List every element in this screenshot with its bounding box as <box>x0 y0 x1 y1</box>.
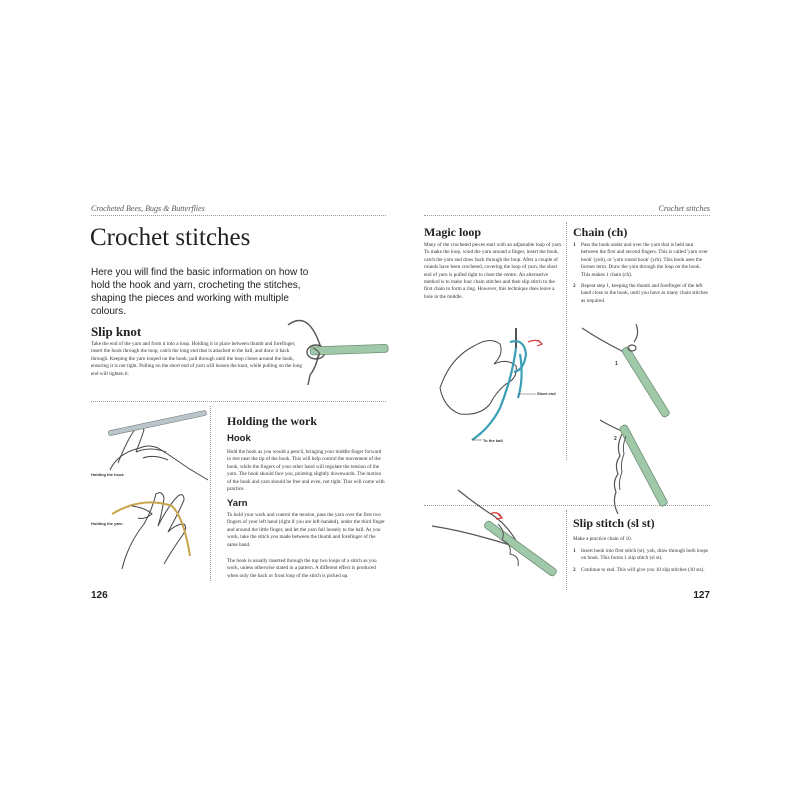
holding-note-text: The hook is usually inserted through the top two loops of a stitch as you work, unless otherwise stated in a pattern. A different effect is produced when only the back or front loop of the stitch is picked up. <box>227 558 377 579</box>
chain-heading: Chain (ch) <box>573 225 628 239</box>
slip-knot-heading: Slip knot <box>91 324 142 339</box>
label-short-end: Short end <box>537 391 556 396</box>
slip-stitch-step-2 <box>573 567 710 574</box>
slip-stitch-heading: Slip stitch (sl st) <box>573 516 655 530</box>
chain-step-1-text: Pass the hook under and over the yarn that is held taut between the first and second fingers. This is called 'yarn over hook' (yoh), or 'yarn round hook' (yrh). This book uses the former term. Draw the yarn through the loop on the hook. This makes 1 chain (ch). <box>581 242 708 278</box>
yarn-text: To hold your work and control the tension, pass the yarn over the first two fingers of your left hand (right if you are left-handed), under the third finger and around the little finger, and let the yarn fall loosely to the ball. As you work, take the stitch you made between the thumb and forefinger of the same hand. <box>227 512 385 548</box>
slip-stitch-step-2-number: 2 <box>573 566 576 573</box>
page-title: Crochet stitches <box>90 224 251 251</box>
section-rule-left <box>91 401 386 402</box>
chain-steps <box>573 242 710 309</box>
hook-text: Hold the hook as you would a pencil, bringing your middle finger forward to rest near the tip of the hook. This will help control the movement of the hook, while the fingers of your other hand will regulate the tension of the yarn. The hook should face you, pointing slightly downwards. The motion of the hook and yarn should be free and even, not tight. This will come with practice. <box>227 449 385 493</box>
chain-step-1-number: 1 <box>573 242 576 248</box>
hook-subheading: Hook <box>227 433 251 444</box>
chain-step-1 <box>573 242 710 279</box>
page-number-left: 126 <box>91 590 108 601</box>
magic-loop-illustration <box>420 318 568 448</box>
chain-figure-2-label: 2 <box>614 436 617 442</box>
magic-loop-heading: Magic loop <box>424 225 481 239</box>
label-holding-hook: Holding the hook <box>91 472 124 477</box>
label-to-the-ball: To the ball <box>483 438 503 443</box>
slip-stitch-step-2-text: Continue to end. This will give you 10 slip stitches (10 sts). <box>581 566 705 573</box>
holding-yarn-illustration <box>92 484 202 574</box>
chain-figure-1 <box>580 320 710 410</box>
running-head-right: Crochet stitches <box>658 204 710 213</box>
header-rule-right <box>424 215 710 216</box>
chain-step-2-text: Repeat step 1, keeping the thumb and forefinger of the left hand close to the hook, until you have as many chain stitches as required. <box>581 283 708 304</box>
header-rule-left <box>91 215 386 216</box>
slip-stitch-step-1 <box>573 548 710 563</box>
intro-text: Here you will find the basic information on how to hold the hook and yarn, crocheting the stitches, shaping the pieces and working with multiple colours. <box>91 267 309 317</box>
slip-stitch-illustration <box>428 486 568 586</box>
running-head-left: Crocheted Bees, Bugs & Butterflies <box>91 204 205 213</box>
column-rule-left <box>210 406 211 581</box>
column-rule-right-lower <box>566 510 567 590</box>
chain-step-2-number: 2 <box>573 283 576 290</box>
slip-stitch-step-1-number: 1 <box>573 548 576 554</box>
page-number-right: 127 <box>693 590 710 601</box>
slip-stitch-intro: Make a practice chain of 10. <box>573 536 633 542</box>
chain-step-2 <box>573 283 710 305</box>
slip-stitch-steps <box>573 548 710 578</box>
magic-loop-text: Many of the crocheted pieces start with an adjustable loop of yarn. To make the loop, wind the yarn around a finger, insert the hook, catch the yarn and draw back through the loop. After a couple of rounds have been crocheted, covering the loop of yarn, the short end of yarn is pulled tight to close the centre. An alternative method is to make four chain stitches and then slip stitch to the first chain to form a ring. However, this technique does leave a hole in the middle. <box>424 242 563 300</box>
column-rule-right <box>566 222 567 460</box>
slip-knot-illustration <box>288 315 388 390</box>
yarn-subheading: Yarn <box>227 498 248 509</box>
chain-figure-1-label: 1 <box>615 361 618 367</box>
holding-work-heading: Holding the work <box>227 414 318 428</box>
label-holding-yarn: Holding the yarn <box>91 521 123 526</box>
chain-figure-2 <box>600 418 710 518</box>
slip-stitch-step-1-text: Insert hook into first stitch (st), yoh, draw through both loops on hook. This forms 1 slip stitch (sl st). <box>581 548 709 562</box>
slip-knot-text: Take the end of the yarn and form it into a loop. Holding it in place between thumb and forefinger, insert the hook through the loop, catch the long end that is attached to the ball, and draw it back through. Keeping the yarn looped on the hook, pull through until the loop closes around the hook, ensuring it is not tight. Pulling on the short end of yarn will loosen the knot, while pulling on the long end will tighten it. <box>91 341 302 377</box>
